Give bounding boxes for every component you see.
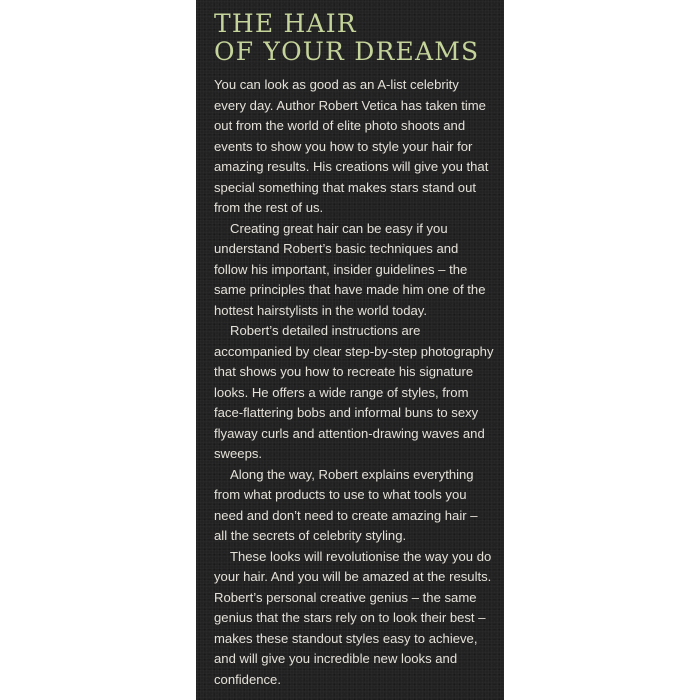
paragraph-conclusion: These looks will revolutionise the way you do your hair. And you will be amazed at the results. Robert’s personal creative genius – the same genius that the stars rely on to look their best – makes these standout styles easy to achieve, and will give you incredible new looks and confidence. xyxy=(214,548,492,687)
paragraph-intro: You can look as good as an A-list celebrity every day. Author Robert Vetica has taken time out from the world of elite photo shoots and events to show you how to style your hair for amazing results. His creations will give you that special something that makes stars stand out from the rest of us. xyxy=(214,77,489,215)
title-line-2: OF YOUR DREAMS xyxy=(214,37,480,66)
paragraph-techniques: Creating great hair can be easy if you understand Robert’s basic techniques and follow his important, insider guidelines – the same principles that have made him one of the hottest hairstylists in the world today. xyxy=(214,220,486,318)
blurb-panel xyxy=(196,0,504,700)
page-title xyxy=(214,10,494,66)
title-line-1: THE HAIR xyxy=(214,9,357,38)
paragraph-instructions: Robert’s detailed instructions are accompanied by clear step-by-step photography that shows you how to recreate his signature looks. He offers a wide range of styles, from face-flattering bobs and informal buns to sexy flyaway curls and attention-drawing waves and sweeps. xyxy=(214,323,494,461)
blurb-body xyxy=(214,75,494,690)
paragraph-products: Along the way, Robert explains everything from what products to use to what tools you need and don’t need to create amazing hair – all the secrets of celebrity styling. xyxy=(214,466,478,543)
